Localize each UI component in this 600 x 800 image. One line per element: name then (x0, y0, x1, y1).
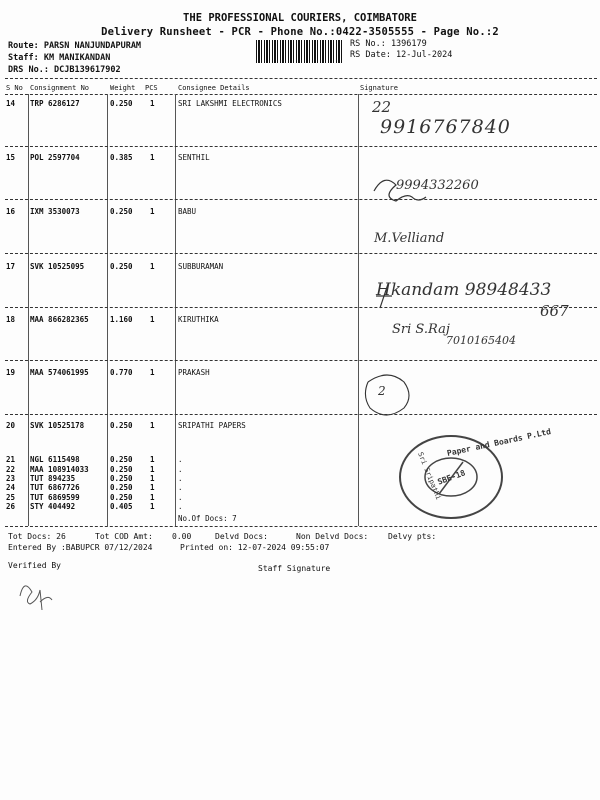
drs-label: DRS No.: DCJB139617902 (8, 65, 121, 75)
handwriting-phone-1: 9916767840 (380, 116, 511, 138)
handwriting-2: 2 (378, 384, 386, 398)
handwriting-kandam: Hkandam 98948433 (376, 280, 552, 300)
col-weight: Weight (110, 84, 136, 92)
stamp-text-left: Sri Sripathi (416, 451, 443, 501)
rs-date: RS Date: 12-Jul-2024 (350, 50, 453, 60)
verified-by: Verified By (8, 561, 61, 570)
col-consignee: Consignee Details (178, 84, 250, 92)
entered-by: Entered By :BABUPCR 07/12/2024 (8, 543, 153, 552)
stamp-text-top: Paper and Boards P.Ltd (446, 427, 552, 458)
runsheet-subtitle: Delivery Runsheet - PCR - Phone No.:0422-3505555 - Page No.:2 (101, 26, 499, 38)
col-consignment: Consignment No (30, 84, 90, 92)
staff-signature: Staff Signature (258, 564, 331, 573)
handwriting-raj: Sri S.Raj (392, 322, 450, 337)
header-rule (5, 94, 597, 95)
tot-cod-label: Tot COD Amt: (95, 532, 153, 541)
handwriting-667: 667 (540, 302, 569, 320)
rs-no: RS No.: 1396179 (350, 39, 427, 49)
col-line-3 (175, 94, 176, 526)
company-title: THE PROFESSIONAL COURIERS, COIMBATORE (183, 12, 417, 24)
col-pcs: PCS (145, 84, 158, 92)
signature-kandam (376, 284, 392, 308)
circle-scribble (365, 375, 409, 415)
stamp-text-center: SBE-18 (436, 468, 467, 487)
col-signature: Signature (360, 84, 398, 92)
printed-on: Printed on: 12-07-2024 09:55:07 (180, 543, 330, 552)
col-sno: S No (6, 84, 23, 92)
handwriting-name-velliand: M.Velliand (374, 231, 445, 246)
handwriting-22: 22 (372, 98, 392, 116)
signature-senthil (374, 180, 426, 201)
barcode (256, 40, 342, 63)
col-line-1 (28, 94, 29, 526)
non-delvd-docs: Non Delvd Docs: (296, 532, 369, 541)
staff-label: Staff: KM MANIKANDAN (8, 53, 111, 63)
delvy-pts: Delvy pts: (388, 532, 437, 541)
delvd-docs: Delvd Docs: (215, 532, 268, 541)
verified-signature (14, 572, 64, 612)
col-line-4 (358, 94, 359, 526)
tot-docs: Tot Docs: 26 (8, 532, 66, 541)
handwriting-phone-2: 9994332260 (396, 178, 479, 193)
col-line-2 (107, 94, 108, 526)
table-top-rule (5, 78, 597, 79)
route-label: Route: PARSN NANJUNDAPURAM (8, 41, 142, 51)
table-bottom-rule (5, 526, 597, 527)
tot-cod-value: 0.00 (172, 532, 192, 541)
handwriting-phone-3: 7010165404 (446, 334, 516, 347)
no-of-docs: No.Of Docs: 7 (178, 514, 237, 523)
